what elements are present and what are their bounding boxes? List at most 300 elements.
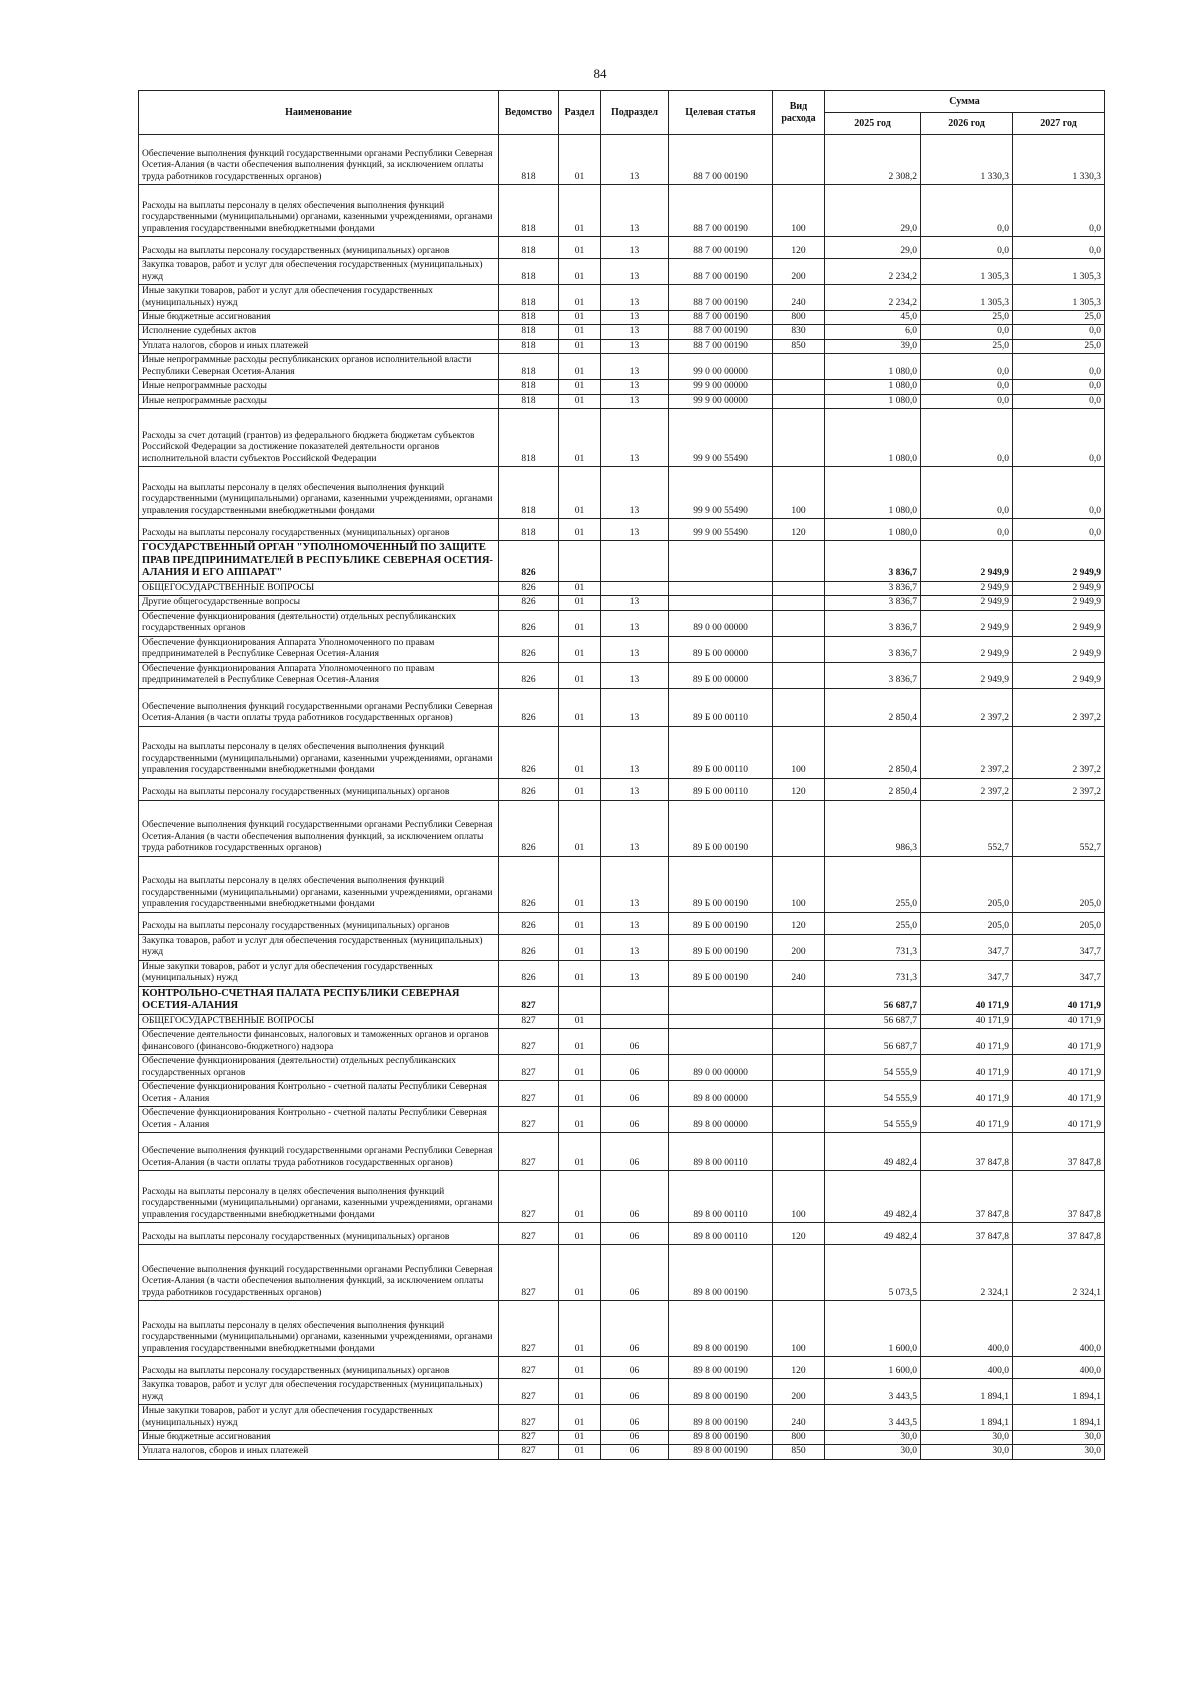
cell-name: Исполнение судебных актов xyxy=(139,325,499,339)
cell-section: 01 xyxy=(559,1445,601,1459)
cell-dept: 818 xyxy=(499,466,559,518)
cell-2027: 2 949,9 xyxy=(1013,540,1105,581)
cell-2026: 25,0 xyxy=(921,339,1013,353)
cell-target: 88 7 00 00190 xyxy=(669,259,773,285)
cell-2026: 0,0 xyxy=(921,237,1013,259)
cell-2027: 2 397,2 xyxy=(1013,726,1105,778)
cell-target: 89 8 00 00190 xyxy=(669,1357,773,1379)
cell-subsection: 13 xyxy=(601,466,669,518)
cell-name: ОБЩЕГОСУДАРСТВЕННЫЕ ВОПРОСЫ xyxy=(139,1014,499,1028)
cell-section: 01 xyxy=(559,325,601,339)
cell-kind: 100 xyxy=(773,726,825,778)
cell-2025: 731,3 xyxy=(825,934,921,960)
table-row xyxy=(139,960,1105,986)
cell-target xyxy=(669,596,773,610)
table-row xyxy=(139,237,1105,259)
cell-subsection: 13 xyxy=(601,636,669,662)
cell-subsection xyxy=(601,986,669,1014)
cell-2027: 25,0 xyxy=(1013,339,1105,353)
cell-2026: 30,0 xyxy=(921,1445,1013,1459)
cell-dept: 818 xyxy=(499,185,559,237)
cell-dept: 826 xyxy=(499,934,559,960)
cell-target: 89 Б 00 00190 xyxy=(669,934,773,960)
cell-2027: 40 171,9 xyxy=(1013,986,1105,1014)
cell-2025: 1 080,0 xyxy=(825,408,921,466)
cell-2027: 0,0 xyxy=(1013,354,1105,380)
cell-2026: 2 949,9 xyxy=(921,662,1013,688)
cell-name: Иные бюджетные ассигнования xyxy=(139,1431,499,1445)
cell-dept: 827 xyxy=(499,1357,559,1379)
cell-2026: 40 171,9 xyxy=(921,986,1013,1014)
table-row xyxy=(139,1171,1105,1223)
cell-kind xyxy=(773,380,825,394)
cell-kind xyxy=(773,1081,825,1107)
cell-2027: 205,0 xyxy=(1013,912,1105,934)
cell-subsection: 13 xyxy=(601,960,669,986)
cell-kind xyxy=(773,408,825,466)
cell-dept: 827 xyxy=(499,986,559,1014)
table-row xyxy=(139,934,1105,960)
cell-2026: 0,0 xyxy=(921,325,1013,339)
cell-kind xyxy=(773,610,825,636)
cell-2027: 347,7 xyxy=(1013,960,1105,986)
table-row xyxy=(139,610,1105,636)
cell-section: 01 xyxy=(559,311,601,325)
cell-2027: 30,0 xyxy=(1013,1431,1105,1445)
cell-subsection: 13 xyxy=(601,135,669,185)
cell-2025: 56 687,7 xyxy=(825,1029,921,1055)
cell-2025: 2 850,4 xyxy=(825,688,921,726)
header-sum: Сумма xyxy=(825,91,1105,113)
cell-dept: 827 xyxy=(499,1133,559,1171)
cell-2026: 552,7 xyxy=(921,800,1013,856)
cell-name: Расходы на выплаты персоналу государственных (муниципальных) органов xyxy=(139,518,499,540)
cell-name: Расходы за счет дотаций (грантов) из федерального бюджета бюджетам субъектов Российской Федерации за достижение показателей деятельности органов исполнительной власти субъектов Российской Федерации xyxy=(139,408,499,466)
cell-2027: 1 894,1 xyxy=(1013,1405,1105,1431)
table-row xyxy=(139,380,1105,394)
cell-2025: 2 234,2 xyxy=(825,259,921,285)
table-row xyxy=(139,1081,1105,1107)
cell-subsection: 06 xyxy=(601,1223,669,1245)
cell-2025: 3 836,7 xyxy=(825,581,921,595)
cell-dept: 818 xyxy=(499,339,559,353)
cell-subsection: 06 xyxy=(601,1379,669,1405)
cell-2025: 255,0 xyxy=(825,856,921,912)
cell-name: Иные непрограммные расходы xyxy=(139,380,499,394)
cell-kind xyxy=(773,688,825,726)
table-row xyxy=(139,259,1105,285)
table-row xyxy=(139,662,1105,688)
cell-subsection: 13 xyxy=(601,311,669,325)
cell-section xyxy=(559,986,601,1014)
cell-dept: 827 xyxy=(499,1379,559,1405)
cell-kind: 800 xyxy=(773,311,825,325)
cell-2025: 2 850,4 xyxy=(825,726,921,778)
cell-2025: 5 073,5 xyxy=(825,1245,921,1301)
cell-dept: 827 xyxy=(499,1014,559,1028)
cell-subsection: 06 xyxy=(601,1357,669,1379)
cell-2026: 40 171,9 xyxy=(921,1081,1013,1107)
cell-2027: 400,0 xyxy=(1013,1301,1105,1357)
cell-dept: 818 xyxy=(499,325,559,339)
cell-2027: 0,0 xyxy=(1013,237,1105,259)
cell-dept: 827 xyxy=(499,1431,559,1445)
cell-section: 01 xyxy=(559,1223,601,1245)
header-target: Целевая статья xyxy=(669,91,773,135)
cell-name: КОНТРОЛЬНО-СЧЕТНАЯ ПАЛАТА РЕСПУБЛИКИ СЕВЕРНАЯ ОСЕТИЯ-АЛАНИЯ xyxy=(139,986,499,1014)
cell-name: Обеспечение выполнения функций государственными органами Республики Северная Осетия-Алания (в части оплаты труда работников государственных органов) xyxy=(139,1133,499,1171)
cell-section: 01 xyxy=(559,960,601,986)
cell-subsection: 13 xyxy=(601,518,669,540)
cell-2025: 1 080,0 xyxy=(825,380,921,394)
cell-2027: 400,0 xyxy=(1013,1357,1105,1379)
cell-subsection: 13 xyxy=(601,185,669,237)
cell-name: Закупка товаров, работ и услуг для обеспечения государственных (муниципальных) нужд xyxy=(139,934,499,960)
cell-target xyxy=(669,986,773,1014)
cell-name: Обеспечение функционирования Контрольно - счетной палаты Республики Северная Осетия - Алания xyxy=(139,1081,499,1107)
cell-kind: 850 xyxy=(773,1445,825,1459)
cell-2027: 2 949,9 xyxy=(1013,662,1105,688)
cell-2027: 2 949,9 xyxy=(1013,636,1105,662)
cell-section: 01 xyxy=(559,354,601,380)
cell-target: 99 9 00 55490 xyxy=(669,466,773,518)
cell-2027: 40 171,9 xyxy=(1013,1014,1105,1028)
cell-2025: 3 443,5 xyxy=(825,1379,921,1405)
cell-2025: 2 308,2 xyxy=(825,135,921,185)
cell-2027: 30,0 xyxy=(1013,1445,1105,1459)
cell-name: Расходы на выплаты персоналу в целях обеспечения выполнения функций государственными (муниципальными) органами, казенными учреждениями, органами управления государственными внебюджетными фондами xyxy=(139,466,499,518)
cell-section: 01 xyxy=(559,726,601,778)
cell-dept: 827 xyxy=(499,1405,559,1431)
table-row xyxy=(139,1431,1105,1445)
cell-2025: 1 080,0 xyxy=(825,518,921,540)
cell-kind: 200 xyxy=(773,1379,825,1405)
cell-kind: 100 xyxy=(773,466,825,518)
cell-kind: 850 xyxy=(773,339,825,353)
cell-name: Обеспечение выполнения функций государственными органами Республики Северная Осетия-Алания (в части обеспечения выполнения функций, за исключением оплаты труда работников государственных органов) xyxy=(139,800,499,856)
cell-kind: 120 xyxy=(773,518,825,540)
cell-section: 01 xyxy=(559,1245,601,1301)
cell-2026: 0,0 xyxy=(921,408,1013,466)
cell-kind xyxy=(773,1014,825,1028)
cell-name: Закупка товаров, работ и услуг для обеспечения государственных (муниципальных) нужд xyxy=(139,1379,499,1405)
cell-dept: 826 xyxy=(499,800,559,856)
cell-2025: 1 080,0 xyxy=(825,394,921,408)
cell-name: Уплата налогов, сборов и иных платежей xyxy=(139,1445,499,1459)
cell-name: Расходы на выплаты персоналу государственных (муниципальных) органов xyxy=(139,912,499,934)
cell-subsection: 13 xyxy=(601,259,669,285)
cell-section: 01 xyxy=(559,662,601,688)
table-row xyxy=(139,311,1105,325)
cell-kind: 240 xyxy=(773,285,825,311)
cell-2027: 25,0 xyxy=(1013,311,1105,325)
cell-2027: 205,0 xyxy=(1013,856,1105,912)
cell-2027: 552,7 xyxy=(1013,800,1105,856)
cell-subsection: 06 xyxy=(601,1029,669,1055)
cell-section: 01 xyxy=(559,1107,601,1133)
cell-target: 89 Б 00 00000 xyxy=(669,636,773,662)
table-header xyxy=(139,91,1105,135)
cell-section: 01 xyxy=(559,610,601,636)
cell-name: Другие общегосударственные вопросы xyxy=(139,596,499,610)
cell-kind xyxy=(773,1055,825,1081)
cell-kind xyxy=(773,135,825,185)
budget-table xyxy=(138,90,1105,1460)
cell-dept: 818 xyxy=(499,408,559,466)
cell-2026: 1 894,1 xyxy=(921,1405,1013,1431)
cell-target: 89 8 00 00190 xyxy=(669,1445,773,1459)
cell-2027: 37 847,8 xyxy=(1013,1171,1105,1223)
cell-kind: 100 xyxy=(773,1301,825,1357)
header-2025: 2025 год xyxy=(825,113,921,135)
cell-2026: 40 171,9 xyxy=(921,1014,1013,1028)
cell-kind: 100 xyxy=(773,856,825,912)
cell-2026: 400,0 xyxy=(921,1357,1013,1379)
cell-kind: 200 xyxy=(773,259,825,285)
cell-name: Обеспечение выполнения функций государственными органами Республики Северная Осетия-Алания (в части оплаты труда работников государственных органов) xyxy=(139,688,499,726)
cell-section: 01 xyxy=(559,408,601,466)
cell-subsection: 13 xyxy=(601,912,669,934)
cell-name: Расходы на выплаты персоналу государственных (муниципальных) органов xyxy=(139,1223,499,1245)
cell-dept: 827 xyxy=(499,1171,559,1223)
cell-2027: 37 847,8 xyxy=(1013,1133,1105,1171)
cell-section: 01 xyxy=(559,934,601,960)
cell-section: 01 xyxy=(559,135,601,185)
cell-2027: 1 305,3 xyxy=(1013,259,1105,285)
cell-2026: 1 894,1 xyxy=(921,1379,1013,1405)
cell-2027: 347,7 xyxy=(1013,934,1105,960)
header-section: Раздел xyxy=(559,91,601,135)
header-kind: Вид расхода xyxy=(773,91,825,135)
cell-2025: 56 687,7 xyxy=(825,1014,921,1028)
cell-name: Расходы на выплаты персоналу в целях обеспечения выполнения функций государственными (муниципальными) органами, казенными учреждениями, органами управления государственными внебюджетными фондами xyxy=(139,856,499,912)
cell-2025: 1 080,0 xyxy=(825,466,921,518)
cell-subsection: 13 xyxy=(601,800,669,856)
cell-2025: 54 555,9 xyxy=(825,1107,921,1133)
cell-dept: 826 xyxy=(499,610,559,636)
cell-target: 89 8 00 00190 xyxy=(669,1431,773,1445)
cell-dept: 826 xyxy=(499,540,559,581)
cell-2026: 37 847,8 xyxy=(921,1171,1013,1223)
cell-kind: 200 xyxy=(773,934,825,960)
cell-dept: 826 xyxy=(499,726,559,778)
header-dept: Ведомство xyxy=(499,91,559,135)
cell-target xyxy=(669,581,773,595)
cell-target: 89 Б 00 00110 xyxy=(669,726,773,778)
cell-kind: 240 xyxy=(773,1405,825,1431)
cell-name: Обеспечение функционирования Контрольно - счетной палаты Республики Северная Осетия - Алания xyxy=(139,1107,499,1133)
cell-dept: 827 xyxy=(499,1245,559,1301)
cell-2025: 3 836,7 xyxy=(825,662,921,688)
cell-2026: 400,0 xyxy=(921,1301,1013,1357)
cell-2025: 3 836,7 xyxy=(825,540,921,581)
cell-kind: 120 xyxy=(773,1223,825,1245)
cell-2025: 3 836,7 xyxy=(825,636,921,662)
cell-2027: 0,0 xyxy=(1013,466,1105,518)
table-row xyxy=(139,636,1105,662)
table-row xyxy=(139,325,1105,339)
cell-target: 89 8 00 00110 xyxy=(669,1171,773,1223)
cell-target xyxy=(669,540,773,581)
table-row xyxy=(139,1055,1105,1081)
cell-2027: 1 330,3 xyxy=(1013,135,1105,185)
cell-2025: 30,0 xyxy=(825,1431,921,1445)
cell-subsection: 13 xyxy=(601,285,669,311)
cell-dept: 818 xyxy=(499,518,559,540)
cell-subsection: 06 xyxy=(601,1405,669,1431)
cell-dept: 818 xyxy=(499,285,559,311)
cell-subsection: 13 xyxy=(601,325,669,339)
cell-dept: 818 xyxy=(499,311,559,325)
cell-2026: 30,0 xyxy=(921,1431,1013,1445)
cell-2025: 30,0 xyxy=(825,1445,921,1459)
table-row xyxy=(139,1357,1105,1379)
cell-target: 89 8 00 00000 xyxy=(669,1081,773,1107)
cell-section: 01 xyxy=(559,394,601,408)
table-row xyxy=(139,778,1105,800)
cell-target: 88 7 00 00190 xyxy=(669,339,773,353)
table-row xyxy=(139,339,1105,353)
table-row xyxy=(139,1405,1105,1431)
cell-target: 89 8 00 00110 xyxy=(669,1223,773,1245)
cell-2027: 40 171,9 xyxy=(1013,1029,1105,1055)
cell-dept: 826 xyxy=(499,636,559,662)
table-row xyxy=(139,1445,1105,1459)
cell-2026: 40 171,9 xyxy=(921,1029,1013,1055)
cell-dept: 826 xyxy=(499,778,559,800)
cell-2025: 49 482,4 xyxy=(825,1171,921,1223)
cell-dept: 827 xyxy=(499,1107,559,1133)
cell-kind xyxy=(773,581,825,595)
cell-2025: 6,0 xyxy=(825,325,921,339)
cell-target: 88 7 00 00190 xyxy=(669,285,773,311)
table-row xyxy=(139,185,1105,237)
cell-2027: 2 397,2 xyxy=(1013,688,1105,726)
page-number: 84 xyxy=(593,66,607,81)
cell-2026: 0,0 xyxy=(921,466,1013,518)
cell-section: 01 xyxy=(559,466,601,518)
header-subsection: Подраздел xyxy=(601,91,669,135)
cell-dept: 826 xyxy=(499,856,559,912)
cell-2025: 49 482,4 xyxy=(825,1223,921,1245)
table-row xyxy=(139,518,1105,540)
cell-section: 01 xyxy=(559,1055,601,1081)
cell-subsection: 13 xyxy=(601,778,669,800)
cell-kind: 120 xyxy=(773,1357,825,1379)
cell-2026: 347,7 xyxy=(921,960,1013,986)
cell-2026: 40 171,9 xyxy=(921,1055,1013,1081)
cell-2026: 0,0 xyxy=(921,354,1013,380)
cell-2025: 54 555,9 xyxy=(825,1081,921,1107)
cell-name: Иные бюджетные ассигнования xyxy=(139,311,499,325)
cell-subsection: 13 xyxy=(601,726,669,778)
table-row xyxy=(139,1107,1105,1133)
cell-2026: 25,0 xyxy=(921,311,1013,325)
cell-target: 99 9 00 00000 xyxy=(669,380,773,394)
cell-2026: 0,0 xyxy=(921,185,1013,237)
cell-subsection: 06 xyxy=(601,1445,669,1459)
cell-section: 01 xyxy=(559,259,601,285)
cell-dept: 827 xyxy=(499,1081,559,1107)
cell-kind xyxy=(773,662,825,688)
cell-2025: 45,0 xyxy=(825,311,921,325)
cell-section: 01 xyxy=(559,1357,601,1379)
cell-kind xyxy=(773,1029,825,1055)
cell-name: ОБЩЕГОСУДАРСТВЕННЫЕ ВОПРОСЫ xyxy=(139,581,499,595)
cell-2026: 347,7 xyxy=(921,934,1013,960)
cell-name: Обеспечение функционирования Аппарата Уполномоченного по правам предпринимателей в Республике Северная Осетия-Алания xyxy=(139,636,499,662)
cell-name: Расходы на выплаты персоналу государственных (муниципальных) органов xyxy=(139,778,499,800)
cell-2026: 0,0 xyxy=(921,518,1013,540)
cell-section: 01 xyxy=(559,581,601,595)
cell-2027: 1 305,3 xyxy=(1013,285,1105,311)
cell-dept: 818 xyxy=(499,354,559,380)
cell-kind: 120 xyxy=(773,237,825,259)
table-row xyxy=(139,1133,1105,1171)
cell-target: 89 8 00 00190 xyxy=(669,1405,773,1431)
cell-subsection xyxy=(601,581,669,595)
cell-2027: 2 397,2 xyxy=(1013,778,1105,800)
table-row xyxy=(139,596,1105,610)
cell-dept: 818 xyxy=(499,135,559,185)
cell-name: Иные закупки товаров, работ и услуг для обеспечения государственных (муниципальных) нужд xyxy=(139,960,499,986)
cell-kind xyxy=(773,1107,825,1133)
cell-name: Иные закупки товаров, работ и услуг для обеспечения государственных (муниципальных) нужд xyxy=(139,1405,499,1431)
cell-2025: 731,3 xyxy=(825,960,921,986)
cell-section: 01 xyxy=(559,596,601,610)
cell-kind: 100 xyxy=(773,1171,825,1223)
cell-target: 99 9 00 00000 xyxy=(669,394,773,408)
cell-target: 89 Б 00 00110 xyxy=(669,778,773,800)
cell-subsection: 13 xyxy=(601,596,669,610)
table-row xyxy=(139,688,1105,726)
cell-section: 01 xyxy=(559,856,601,912)
table-row xyxy=(139,408,1105,466)
cell-2025: 49 482,4 xyxy=(825,1133,921,1171)
table-row xyxy=(139,394,1105,408)
cell-2026: 0,0 xyxy=(921,394,1013,408)
cell-dept: 826 xyxy=(499,596,559,610)
table-row xyxy=(139,466,1105,518)
cell-dept: 818 xyxy=(499,380,559,394)
cell-dept: 827 xyxy=(499,1055,559,1081)
cell-subsection: 06 xyxy=(601,1171,669,1223)
cell-name: Обеспечение функционирования Аппарата Уполномоченного по правам предпринимателей в Республике Северная Осетия-Алания xyxy=(139,662,499,688)
cell-name: Расходы на выплаты персоналу в целях обеспечения выполнения функций государственными (муниципальными) органами, казенными учреждениями, органами управления государственными внебюджетными фондами xyxy=(139,1301,499,1357)
cell-section: 01 xyxy=(559,1405,601,1431)
cell-2027: 40 171,9 xyxy=(1013,1107,1105,1133)
cell-2025: 29,0 xyxy=(825,237,921,259)
cell-target: 89 0 00 00000 xyxy=(669,1055,773,1081)
cell-target: 89 Б 00 00190 xyxy=(669,912,773,934)
cell-section: 01 xyxy=(559,800,601,856)
cell-name: Расходы на выплаты персоналу государственных (муниципальных) органов xyxy=(139,237,499,259)
cell-target: 89 8 00 00110 xyxy=(669,1133,773,1171)
cell-subsection: 13 xyxy=(601,339,669,353)
cell-section: 01 xyxy=(559,518,601,540)
table-row xyxy=(139,1029,1105,1055)
cell-target: 89 8 00 00000 xyxy=(669,1107,773,1133)
cell-kind: 800 xyxy=(773,1431,825,1445)
cell-2027: 0,0 xyxy=(1013,185,1105,237)
cell-kind xyxy=(773,596,825,610)
cell-section: 01 xyxy=(559,237,601,259)
cell-kind xyxy=(773,636,825,662)
cell-target: 89 Б 00 00190 xyxy=(669,856,773,912)
cell-2027: 37 847,8 xyxy=(1013,1223,1105,1245)
cell-target: 89 8 00 00190 xyxy=(669,1379,773,1405)
cell-target: 88 7 00 00190 xyxy=(669,325,773,339)
